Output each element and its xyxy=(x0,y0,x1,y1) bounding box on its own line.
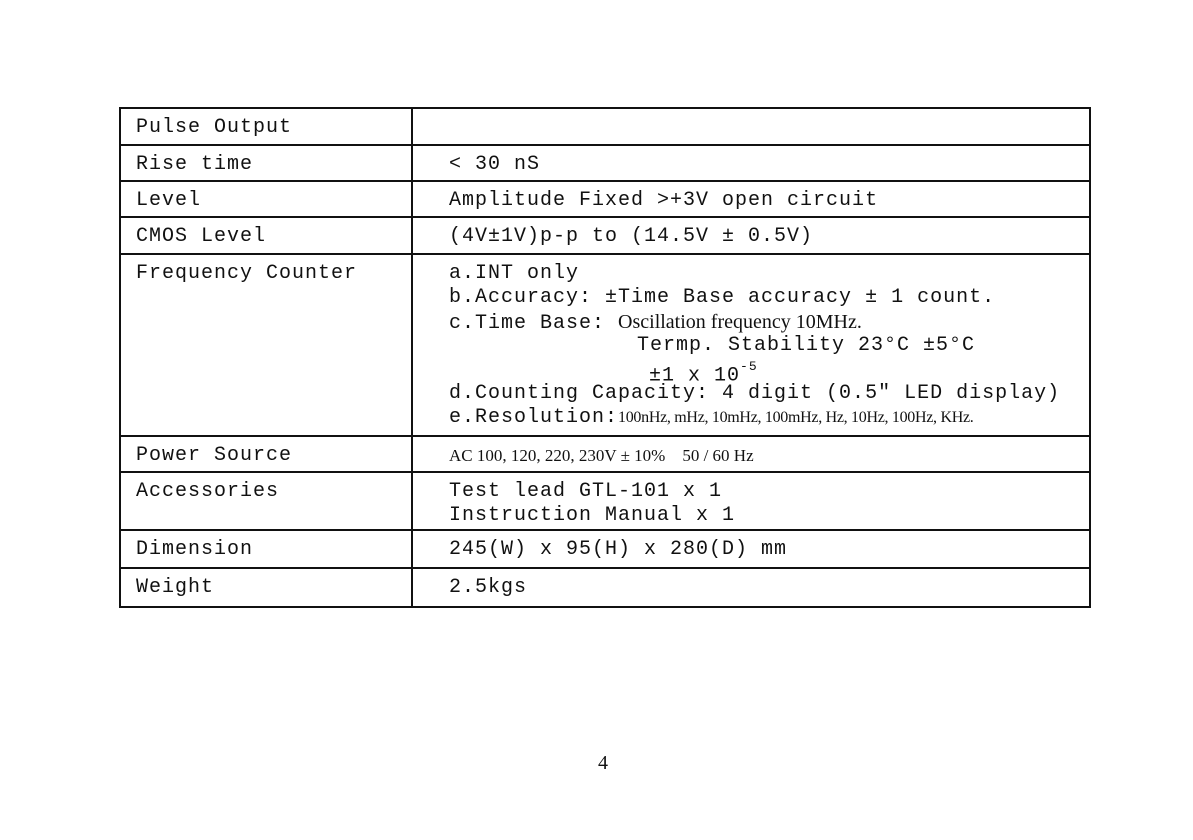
value-frequency-counter xyxy=(449,262,1081,432)
value-power-source: AC 100, 120, 220, 230V ± 10% 50 / 60 Hz xyxy=(449,446,754,465)
column-divider xyxy=(411,218,413,253)
freq-line-c3-exponent: -5 xyxy=(740,359,758,374)
spec-table xyxy=(119,107,1091,608)
column-divider xyxy=(411,473,413,529)
label-rise-time: Rise time xyxy=(136,153,254,176)
freq-line-a: a.INT only xyxy=(449,262,580,285)
column-divider xyxy=(411,255,413,435)
column-divider xyxy=(411,109,413,144)
freq-line-e-prefix: e.Resolution: xyxy=(449,406,619,429)
label-accessories: Accessories xyxy=(136,480,280,503)
column-divider xyxy=(411,146,413,180)
label-cmos-level: CMOS Level xyxy=(136,225,267,248)
value-weight: 2.5kgs xyxy=(449,576,528,599)
freq-line-e-text: 100nHz, mHz, 10mHz, 100mHz, Hz, 10Hz, 100Hz, KHz. xyxy=(618,409,974,426)
value-dimension: 245(W) x 95(H) x 280(D) mm xyxy=(449,538,788,561)
column-divider xyxy=(411,182,413,216)
accessories-line-1: Test lead GTL-101 x 1 xyxy=(449,480,723,503)
row-rise-time xyxy=(121,144,1089,180)
row-frequency-counter xyxy=(121,253,1089,435)
label-pulse-output: Pulse Output xyxy=(136,116,293,139)
row-cmos-level xyxy=(121,216,1089,253)
label-power-source: Power Source xyxy=(136,444,293,467)
label-dimension: Dimension xyxy=(136,538,254,561)
value-rise-time: < 30 nS xyxy=(449,153,541,176)
label-frequency-counter: Frequency Counter xyxy=(136,262,358,285)
freq-line-c-text: Oscillation frequency 10MHz. xyxy=(618,311,862,333)
freq-line-b: b.Accuracy: ±Time Base accuracy ± 1 count. xyxy=(449,286,996,309)
row-pulse-output xyxy=(121,107,1089,144)
column-divider xyxy=(411,569,413,606)
freq-line-e xyxy=(449,406,973,430)
freq-line-c3-base: ±1 x 10 xyxy=(649,364,741,388)
freq-line-c xyxy=(449,310,862,336)
freq-line-c-prefix: c.Time Base: xyxy=(449,312,619,335)
row-accessories xyxy=(121,471,1089,529)
row-level xyxy=(121,180,1089,216)
row-weight xyxy=(121,567,1089,608)
value-level: Amplitude Fixed >+3V open circuit xyxy=(449,189,879,212)
value-cmos-level: (4V±1V)p-p to (14.5V ± 0.5V) xyxy=(449,225,814,248)
row-dimension xyxy=(121,529,1089,567)
value-accessories xyxy=(449,480,1049,528)
column-divider xyxy=(411,531,413,567)
accessories-line-2: Instruction Manual x 1 xyxy=(449,504,736,527)
freq-line-d: d.Counting Capacity: 4 digit (0.5" LED display) xyxy=(449,382,1061,405)
label-level: Level xyxy=(136,189,202,212)
page-number: 4 xyxy=(598,752,608,774)
column-divider xyxy=(411,437,413,471)
freq-line-c2: Termp. Stability 23°C ±5°C xyxy=(637,334,976,357)
row-power-source xyxy=(121,435,1089,471)
label-weight: Weight xyxy=(136,576,215,599)
